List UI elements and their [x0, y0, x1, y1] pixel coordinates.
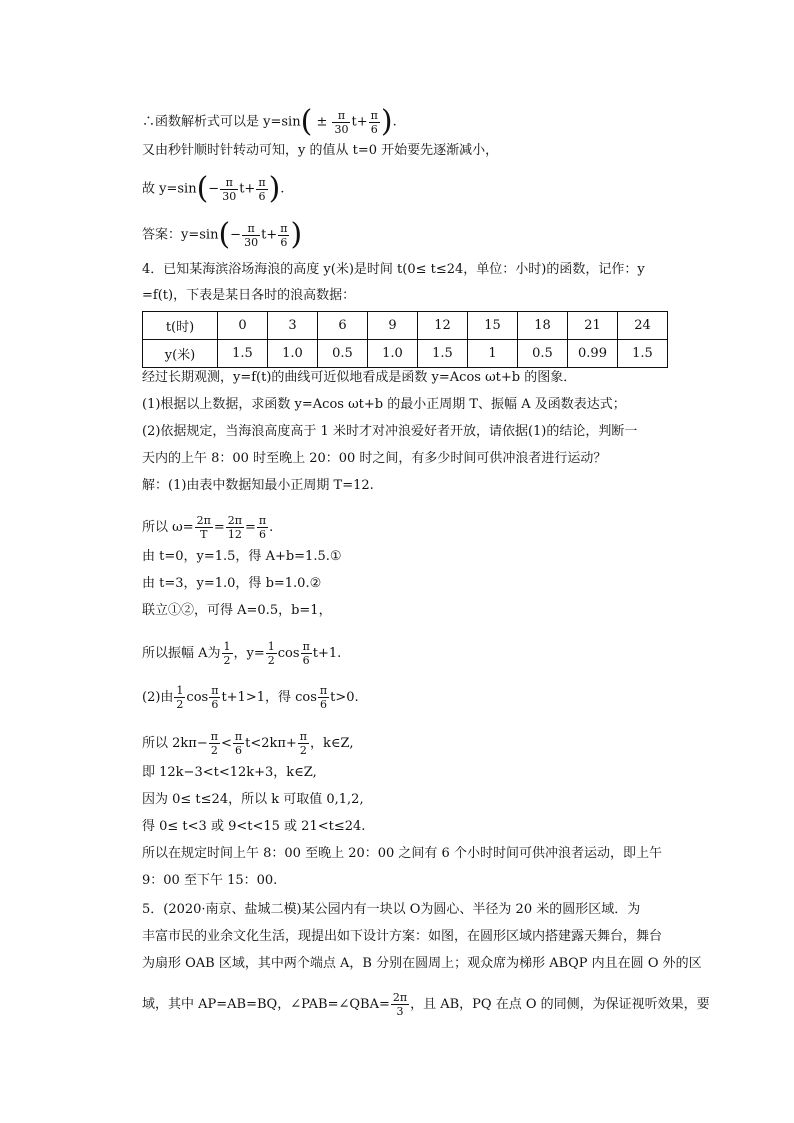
- fraction-pi-6: $\frac{\pi}{6}$: [258, 514, 267, 541]
- sol4-s8: 所以 2kπ− $\frac{\pi}{2}$ < $\frac{\pi}{6}$ t<2kπ+ $\frac{\pi}{2}$ ，k∈Z,: [142, 730, 354, 757]
- table-cell: 6: [318, 312, 368, 340]
- q5-line3: 为扇形 OAB 区域，其中两个端点 A，B 分别在圆周上；观众席为梯形 ABQP 内且在圆 O 外的区: [142, 956, 702, 971]
- q4-part2-line1: (2)依据规定，当海浪高度高于 1 米时才对冲浪爱好者开放，请依据(1)的结论，判断一: [142, 424, 638, 439]
- q5-line4: 域，其中 AP=AB=BQ，∠PAB=∠QBA= $\frac{2\pi}{3}$ ，且 AB，PQ 在点 O 的同侧，为保证视听效果，要: [142, 991, 710, 1018]
- wave-height-table: [142, 311, 668, 368]
- fraction-pi-6: $\frac{\pi}{6}$: [234, 730, 243, 757]
- table-cell: 1.5: [418, 340, 468, 368]
- sol4-s10: 因为 0≤ t≤24，所以 k 可取值 0,1,2,: [142, 792, 364, 807]
- table-cell: 15: [468, 312, 518, 340]
- paren-right: ): [268, 171, 281, 206]
- table-cell: 0.5: [518, 340, 568, 368]
- fraction-pi-2: $\frac{\pi}{2}$: [210, 730, 218, 757]
- table-cell: 0: [218, 312, 268, 340]
- fraction-pi-30: $\frac{\pi}{30}$: [222, 175, 237, 203]
- fraction-2pi-12: $\frac{2\pi}{12}$: [227, 514, 243, 541]
- fraction-pi-30: $\frac{\pi}{30}$: [334, 108, 349, 136]
- sol4-s13: 9：00 至下午 15：00.: [142, 873, 278, 888]
- table-cell: 1.5: [618, 340, 668, 368]
- sol3-line3: 故 y=sin(− $\frac{\pi}{30}$ t+ $\frac{\pi}{6}$ ).: [142, 171, 285, 206]
- q4-line2: =f(t)，下表是某日各时的浪高数据：: [142, 288, 356, 303]
- table-cell: 1.5: [218, 340, 268, 368]
- q4-part1: (1)根据以上数据，求函数 y=Acos ωt+b 的最小正周期 T、振幅 A 及函数表达式；: [142, 397, 626, 412]
- q5-line1: 5．(2020·南京、盐城二模)某公园内有一块以 O为圆心、半径为 20 米的圆形区域．为: [142, 902, 641, 917]
- table-cell: 1.0: [368, 340, 418, 368]
- sol4-s4: 由 t=3，y=1.0，得 b=1.0.②: [142, 576, 322, 591]
- sol4-s7: (2)由 $\frac{1}{2}$ cos $\frac{\pi}{6}$ t+1>1，得 cos $\frac{\pi}{6}$ t>0.: [142, 684, 359, 711]
- sol4-s12: 所以在规定时间上午 8：00 至晚上 20：00 之间有 6 个小时时间可供冲浪者运动，即上午: [142, 846, 662, 861]
- table-header-y: y(米): [143, 340, 218, 368]
- q5-line2: 丰富市民的业余文化生活，现提出如下设计方案：如图，在圆形区域内搭建露天舞台，舞台: [142, 929, 663, 944]
- sol3-line2: 又由秒针顺时针转动可知，y 的值从 t=0 开始要先逐渐减小，: [142, 143, 499, 158]
- table-cell: 18: [518, 312, 568, 340]
- table-cell: 12: [418, 312, 468, 340]
- table-cell: 24: [618, 312, 668, 340]
- paren-left: (: [300, 104, 313, 139]
- fraction-pi-6: $\frac{\pi}{6}$: [370, 108, 378, 136]
- fraction-pi-6: $\frac{\pi}{6}$: [280, 221, 288, 249]
- fraction-2pi-T: $\frac{2\pi}{T}$: [196, 514, 211, 541]
- sol4-s5: 联立①②，可得 A=0.5，b=1，: [142, 603, 332, 618]
- fraction-1-2: $\frac{1}{2}$: [223, 640, 231, 667]
- paren-left: (: [218, 217, 231, 252]
- paren-right: ): [380, 104, 393, 139]
- sol3-answer: 答案：y=sin(− $\frac{\pi}{30}$ t+ $\frac{\pi}{6}$ ): [142, 217, 303, 252]
- table-cell: 3: [268, 312, 318, 340]
- sol4-s9: 即 12k−3<t<12k+3，k∈Z,: [142, 765, 317, 780]
- fraction-pi-6: $\frac{\pi}{6}$: [302, 640, 310, 667]
- fraction-2pi-3: $\frac{2\pi}{3}$: [392, 991, 408, 1018]
- q4-part2-line2: 天内的上午 8：00 时至晚上 20：00 时之间，有多少时间可供冲浪者进行运动？: [142, 451, 607, 466]
- table-row-y: [143, 340, 668, 368]
- sol3-line1: ∴函数解析式可以是 y=sin( ± $\frac{\pi}{30}$ t+ $\frac{\pi}{6}$ ).: [142, 104, 397, 139]
- table-cell: 1.0: [268, 340, 318, 368]
- table-header-t: t(时): [143, 312, 218, 340]
- fraction-1-2: $\frac{1}{2}$: [267, 640, 275, 667]
- fraction-1-2: $\frac{1}{2}$: [176, 684, 184, 711]
- table-cell: 9: [368, 312, 418, 340]
- table-row-t: [143, 312, 668, 340]
- q4-line3: 经过长期观测，y=f(t)的曲线可近似地看成是函数 y=Acos ωt+b 的图象．: [142, 370, 577, 385]
- q4-line1: 4．已知某海滨浴场海浪的高度 y(米)是时间 t(0≤ t≤24，单位：小时)的函数，记作：y: [142, 262, 645, 277]
- sol4-s3: 由 t=0，y=1.5，得 A+b=1.5.①: [142, 549, 342, 564]
- fraction-pi-30: $\frac{\pi}{30}$: [244, 221, 259, 249]
- paren-right: ): [290, 217, 303, 252]
- fraction-pi-6: $\frac{\pi}{6}$: [319, 684, 328, 711]
- table-cell: 0.99: [568, 340, 618, 368]
- table-cell: 0.5: [318, 340, 368, 368]
- fraction-pi-6: $\frac{\pi}{6}$: [258, 175, 266, 203]
- table-cell: 1: [468, 340, 518, 368]
- sol4-s2: 所以 ω= $\frac{2\pi}{T}$ = $\frac{2\pi}{12}$ = $\frac{\pi}{6}$ .: [142, 514, 274, 541]
- fraction-pi-2: $\frac{\pi}{2}$: [299, 730, 308, 757]
- sol4-s1: 解：(1)由表中数据知最小正周期 T=12.: [142, 478, 374, 493]
- fraction-pi-6: $\frac{\pi}{6}$: [211, 684, 219, 711]
- paren-left: (: [196, 171, 209, 206]
- sol4-s11: 得 0≤ t<3 或 9<t<15 或 21<t≤24.: [142, 819, 366, 834]
- sol4-s6: 所以振幅 A为 $\frac{1}{2}$ ，y= $\frac{1}{2}$ cos $\frac{\pi}{6}$ t+1.: [142, 640, 342, 667]
- table-cell: 21: [568, 312, 618, 340]
